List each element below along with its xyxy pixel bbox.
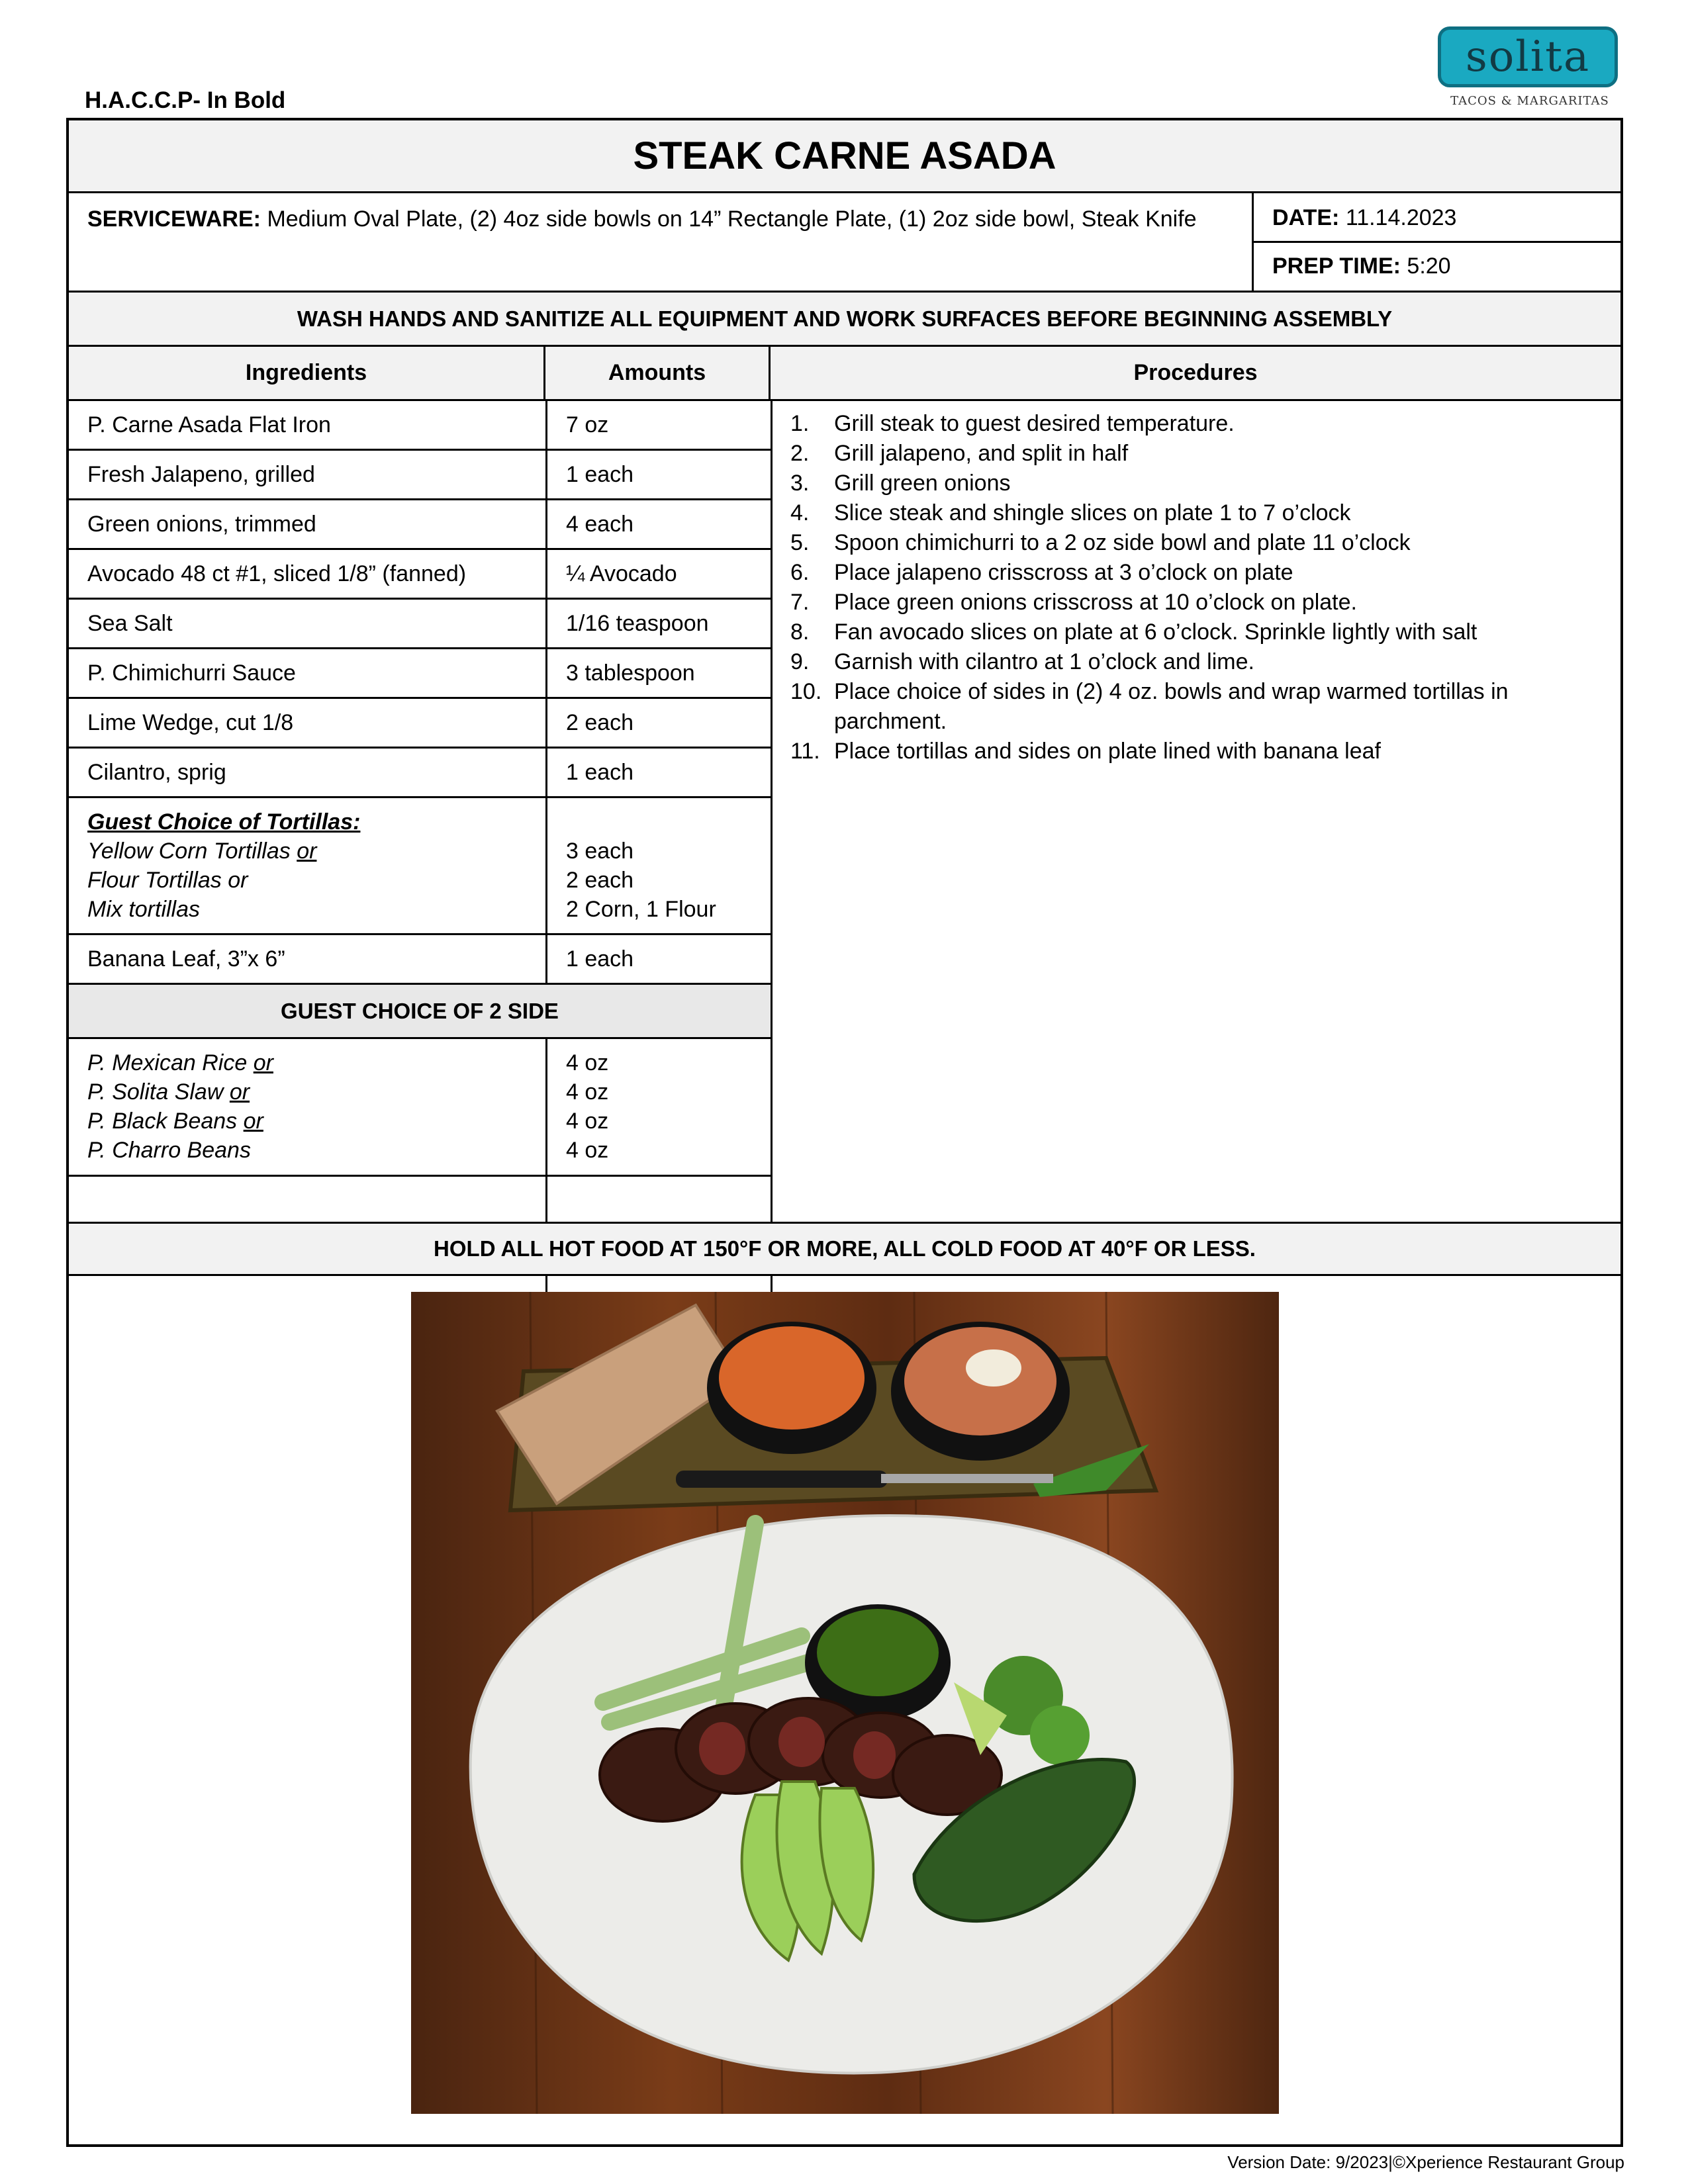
tortilla-option: Flour Tortillas or xyxy=(87,868,248,893)
tortilla-option: Yellow Corn Tortillas or xyxy=(87,839,317,864)
dish-illustration xyxy=(411,1292,1279,2114)
prep-time-value: 5:20 xyxy=(1407,253,1451,279)
side-option: P. Charro Beans xyxy=(87,1138,251,1163)
amounts-header: Amounts xyxy=(545,347,771,401)
ingredient-row xyxy=(69,500,771,550)
ingredient-amount: 2 each xyxy=(566,710,634,735)
procedure-step: 3. Grill green onions xyxy=(790,471,1011,496)
side-choice-row xyxy=(69,1039,771,1177)
side-option: P. Solita Slaw or xyxy=(87,1079,250,1105)
ingredient-name: P. Chimichurri Sauce xyxy=(87,660,296,686)
serviceware-label: SERVICEWARE: xyxy=(87,206,261,232)
procedure-step: 6. Place jalapeno crisscross at 3 o’clock on plate xyxy=(790,560,1293,585)
hold-notice: HOLD ALL HOT FOOD AT 150°F OR MORE, ALL COLD FOOD AT 40°F OR LESS. xyxy=(69,1222,1620,1276)
empty-row xyxy=(69,1177,771,1224)
ingredient-name: Avocado 48 ct #1, sliced 1/8” (fanned) xyxy=(87,561,467,586)
ingredient-name: Fresh Jalapeno, grilled xyxy=(87,462,315,487)
ingredient-amount: 4 each xyxy=(566,512,634,537)
prep-time-label: PREP TIME: xyxy=(1272,253,1401,279)
ingredient-row xyxy=(69,401,771,451)
side-option: P. Black Beans or xyxy=(87,1109,263,1134)
procedure-step: 11. Place tortillas and sides on plate lined with banana leaf xyxy=(790,739,1381,764)
side-amount: 4 oz xyxy=(566,1109,609,1134)
side-options xyxy=(69,1039,545,1175)
procedure-step: 9. Garnish with cilantro at 1 o’clock and lime. xyxy=(790,649,1254,674)
procedure-step: 4. Slice steak and shingle slices on plate 1 to 7 o’clock xyxy=(790,500,1351,525)
ingredient-row xyxy=(69,451,771,500)
sides-heading: GUEST CHOICE OF 2 SIDE xyxy=(69,985,771,1039)
ingredient-row xyxy=(69,649,771,699)
procedure-list xyxy=(784,409,1611,766)
ingredient-amount: ¼ Avocado xyxy=(566,561,677,586)
tortilla-amount: 2 Corn, 1 Flour xyxy=(566,897,716,922)
ingredient-amount: 1 each xyxy=(566,946,634,972)
procedure-step: 10. Place choice of sides in (2) 4 oz. bowls and wrap warmed tortillas in parchment. xyxy=(790,679,1509,734)
tortilla-options xyxy=(69,798,545,933)
side-amount: 4 oz xyxy=(566,1050,609,1075)
tortilla-choice-row xyxy=(69,798,771,935)
tortilla-option: Mix tortillas xyxy=(87,897,201,922)
procedure-step: 5. Spoon chimichurri to a 2 oz side bowl and plate 11 o’clock xyxy=(790,530,1411,555)
tortilla-amount: 3 each xyxy=(566,839,634,864)
prep-time-cell xyxy=(1254,243,1620,291)
ingredient-row xyxy=(69,550,771,600)
ingredient-amount: 1/16 teaspoon xyxy=(566,611,709,636)
ingredient-amount: 1 each xyxy=(566,760,634,785)
procedure-step: 7. Place green onions crisscross at 10 o’clock on plate. xyxy=(790,590,1357,615)
ingredient-name: Banana Leaf, 3”x 6” xyxy=(87,946,285,972)
ingredient-amount: 1 each xyxy=(566,462,634,487)
serviceware-value: Medium Oval Plate, (2) 4oz side bowls on 14” Rectangle Plate, (1) 2oz side bowl, Steak Knife xyxy=(267,206,1197,232)
ingredient-name: Sea Salt xyxy=(87,611,173,636)
logo-badge xyxy=(1438,26,1618,87)
tortilla-amounts xyxy=(547,798,771,933)
date-cell xyxy=(1254,193,1620,243)
side-amount: 4 oz xyxy=(566,1079,609,1105)
logo-tagline: TACOS & MARGARITAS xyxy=(1450,94,1609,108)
tortilla-heading: Guest Choice of Tortillas: xyxy=(87,809,361,835)
column-divider xyxy=(771,401,773,1341)
serviceware-row xyxy=(69,193,1620,293)
date-label: DATE: xyxy=(1272,205,1340,230)
side-amount: 4 oz xyxy=(566,1138,609,1163)
date-value: 11.14.2023 xyxy=(1345,205,1457,230)
ingredient-row xyxy=(69,600,771,649)
procedures-header: Procedures xyxy=(771,347,1620,401)
ingredient-row xyxy=(69,749,771,798)
ingredient-row xyxy=(69,699,771,749)
plated-dish-photo xyxy=(411,1292,1279,2114)
procedure-step: 2. Grill jalapeno, and split in half xyxy=(790,441,1129,466)
recipe-title: STEAK CARNE ASADA xyxy=(69,120,1620,193)
recipe-sheet xyxy=(66,118,1623,2147)
haccp-note: H.A.C.C.P- In Bold xyxy=(85,87,286,113)
procedure-step: 1. Grill steak to guest desired temperature. xyxy=(790,411,1235,436)
solita-logo xyxy=(1438,26,1622,113)
wash-notice: WASH HANDS AND SANITIZE ALL EQUIPMENT AND WORK SURFACES BEFORE BEGINNING ASSEMBLY xyxy=(69,293,1620,347)
ingredient-name: Lime Wedge, cut 1/8 xyxy=(87,710,294,735)
ingredients-header: Ingredients xyxy=(69,347,545,401)
side-option: P. Mexican Rice or xyxy=(87,1050,273,1075)
side-amounts xyxy=(547,1039,771,1175)
logo-word: solita xyxy=(1465,32,1591,81)
ingredient-name: P. Carne Asada Flat Iron xyxy=(87,412,331,437)
ingredient-row xyxy=(69,935,771,985)
ingredient-amount: 7 oz xyxy=(566,412,609,437)
ingredient-amount: 3 tablespoon xyxy=(566,660,695,686)
ingredient-name: Green onions, trimmed xyxy=(87,512,316,537)
serviceware-cell xyxy=(69,193,1254,291)
tortilla-amount: 2 each xyxy=(566,868,634,893)
ingredient-name: Cilantro, sprig xyxy=(87,760,226,785)
version-footer: Version Date: 9/2023|©Xperience Restaurant Group xyxy=(1227,2152,1624,2172)
procedure-step: 8. Fan avocado slices on plate at 6 o’clock. Sprinkle lightly with salt xyxy=(790,619,1477,645)
